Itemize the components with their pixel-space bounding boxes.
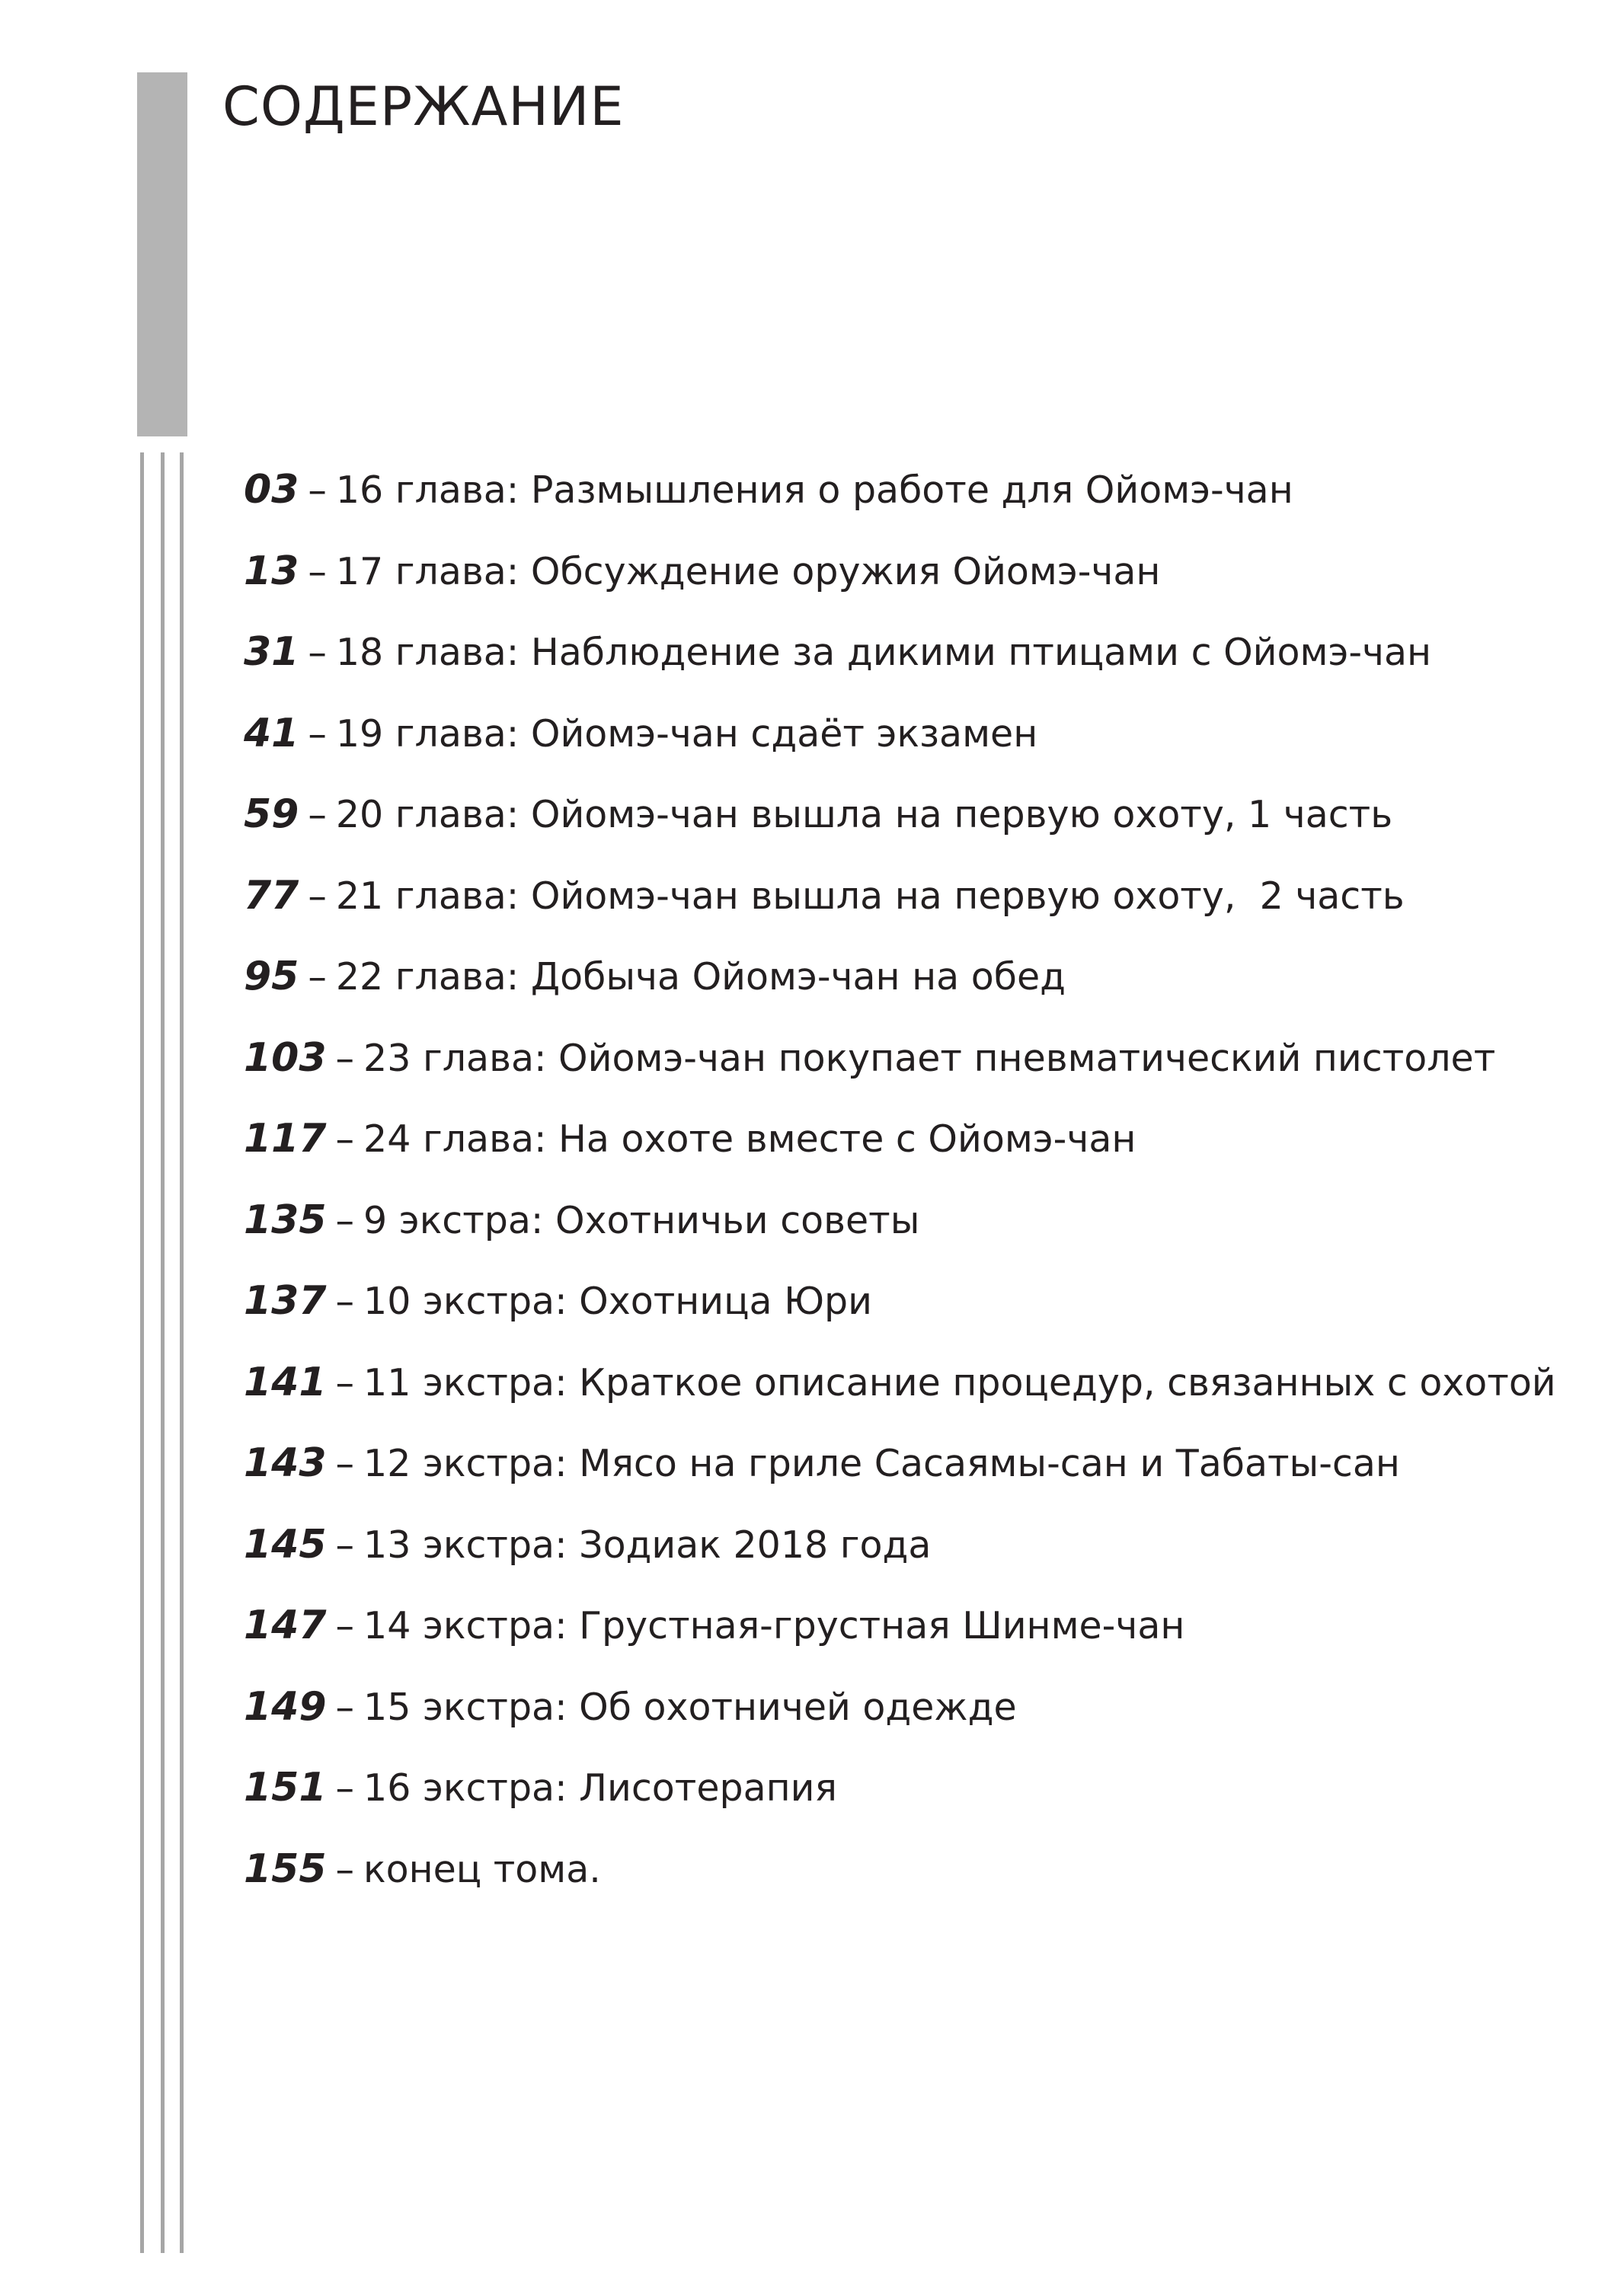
toc-entry: [244, 1835, 1556, 1916]
toc-entry-title: 22 глава: Добыча Ойомэ-чан на обед: [335, 955, 1066, 999]
toc-entry-title: 14 экстра: Грустная-грустная Шинме-чан: [363, 1604, 1185, 1647]
toc-dash: –: [308, 955, 327, 999]
toc-page-number: 137: [244, 1278, 327, 1324]
toc-page-number: 147: [244, 1603, 327, 1648]
toc-dash: –: [308, 631, 327, 674]
toc-page-number: 103: [244, 1034, 327, 1081]
toc-entry: [244, 699, 1556, 781]
toc-entry-title: 18 глава: Наблюдение за дикими птицами с Ойомэ-чан: [335, 631, 1432, 674]
toc-page-number: 149: [244, 1683, 327, 1730]
toc-entry-title: 20 глава: Ойомэ-чан вышла на первую охоту, 1 часть: [335, 793, 1393, 836]
toc-entry: [244, 1753, 1556, 1835]
toc-page-number: 59: [244, 791, 299, 837]
toc-page-number: 31: [244, 629, 299, 675]
toc-entry: [244, 861, 1556, 943]
toc-entry: [244, 1267, 1556, 1348]
toc-dash: –: [335, 1280, 355, 1323]
toc-page-number: 135: [244, 1197, 327, 1243]
toc-entry-title: 9 экстра: Охотничьи советы: [363, 1198, 920, 1242]
decorative-gray-bar: [137, 72, 187, 436]
toc-page-number: 145: [244, 1521, 327, 1568]
toc-dash: –: [335, 1604, 355, 1647]
toc-entry: [244, 1429, 1556, 1510]
toc-entry: [244, 780, 1556, 861]
decorative-vertical-line: [161, 452, 165, 2253]
toc-dash: –: [308, 468, 327, 512]
toc-entry-title: конец тома.: [363, 1847, 601, 1891]
page-title: СОДЕРЖАНИЕ: [222, 75, 625, 138]
toc-entry-title: 23 глава: Ойомэ-чан покупает пневматический пистолет: [363, 1036, 1496, 1080]
toc-dash: –: [335, 1523, 355, 1567]
toc-entry-title: 19 глава: Ойомэ-чан сдаёт экзамен: [335, 711, 1038, 756]
toc-entry-title: 10 экстра: Охотница Юри: [363, 1280, 872, 1323]
toc-page-number: 77: [244, 872, 299, 919]
toc-entry-title: 16 глава: Размышления о работе для Ойомэ-чан: [335, 468, 1293, 512]
toc-page-number: 141: [244, 1359, 327, 1405]
toc-entry: [244, 1186, 1556, 1267]
toc-entry: [244, 1510, 1556, 1592]
toc-dash: –: [335, 1766, 355, 1810]
toc-page-number: 13: [244, 548, 299, 594]
toc-entry-title: 11 экстра: Краткое описание процедур, связанных с охотой: [363, 1360, 1556, 1405]
toc-entry: [244, 1591, 1556, 1673]
toc-dash: –: [308, 874, 327, 918]
table-of-contents: [244, 455, 1556, 1916]
toc-page-number: 95: [244, 954, 299, 999]
toc-dash: –: [335, 1117, 355, 1161]
toc-entry: [244, 455, 1556, 537]
toc-entry: [244, 1024, 1556, 1105]
toc-entry-title: 24 глава: На охоте вместе с Ойомэ-чан: [363, 1117, 1136, 1161]
toc-entry: [244, 618, 1556, 699]
toc-entry-title: 12 экстра: Мясо на гриле Сасаямы-сан и Табаты-сан: [363, 1442, 1400, 1485]
toc-dash: –: [335, 1685, 355, 1729]
toc-dash: –: [335, 1847, 355, 1891]
toc-entry-title: 17 глава: Обсуждение оружия Ойомэ-чан: [335, 549, 1161, 593]
toc-page-number: 117: [244, 1116, 327, 1162]
decorative-vertical-line: [180, 452, 184, 2253]
toc-entry: [244, 537, 1556, 618]
toc-dash: –: [335, 1360, 355, 1405]
toc-page-number: 155: [244, 1846, 327, 1892]
toc-page-number: 151: [244, 1765, 327, 1810]
toc-dash: –: [335, 1442, 355, 1485]
toc-dash: –: [335, 1198, 355, 1242]
decorative-vertical-line: [140, 452, 144, 2253]
toc-entry: [244, 1104, 1556, 1186]
toc-entry-title: 15 экстра: Об охотничей одежде: [363, 1685, 1017, 1729]
toc-entry-title: 16 экстра: Лисотерапия: [363, 1766, 837, 1810]
toc-entry-title: 13 экстра: Зодиак 2018 года: [363, 1523, 932, 1567]
toc-dash: –: [308, 711, 327, 756]
toc-entry: [244, 1673, 1556, 1754]
toc-entry: [244, 1348, 1556, 1430]
toc-dash: –: [308, 549, 327, 593]
toc-dash: –: [335, 1036, 355, 1080]
toc-dash: –: [308, 793, 327, 836]
toc-page-number: 03: [244, 467, 299, 513]
toc-entry-title: 21 глава: Ойомэ-чан вышла на первую охоту, 2 часть: [335, 874, 1405, 918]
toc-page-number: 143: [244, 1440, 327, 1486]
toc-page-number: 41: [244, 710, 299, 756]
toc-entry: [244, 942, 1556, 1024]
